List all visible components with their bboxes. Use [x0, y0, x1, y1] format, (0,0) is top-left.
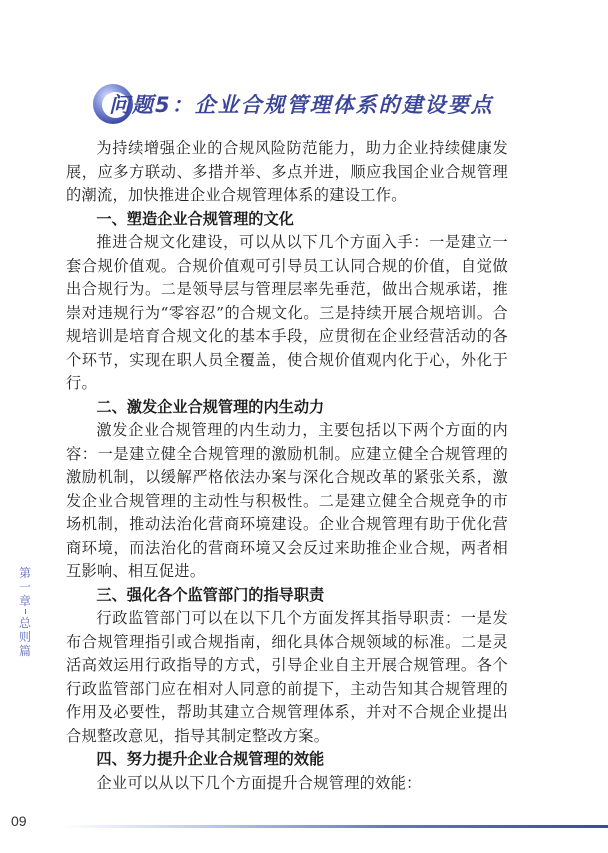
page-number: 09: [11, 813, 27, 829]
section-heading-1: 一、塑造企业合规管理的文化: [96, 209, 294, 228]
document-body: [66, 137, 508, 795]
chapter-section-label: 总则篇: [18, 616, 31, 658]
section-heading-4: 四、努力提升企业合规管理的效能: [96, 750, 325, 768]
section-body-3: 行政监管部门可以在以下几个方面发挥其指导职责：一是发布合规管理指引或合规指南，细化具体合规领域的标准。二是灵活高效运用行政指导的方式，引导企业自主开展合规管理。各个行政监管部门应在相对人同意的前提下，主动告知其合规管理的作用及必要性，帮助其建立合规管理体系，并对不合规企业提出合规整改意见，指导其制定整改方案。: [66, 609, 508, 745]
title-banner: [93, 84, 533, 124]
section-body-4: 企业可以从以下几个方面提升合规管理的效能：: [96, 773, 422, 792]
side-divider: [25, 609, 26, 614]
chapter-side-label: [17, 566, 33, 658]
footer-bar: [62, 825, 608, 828]
section-body-2: 激发企业合规管理的内生动力，主要包括以下两个方面的内容：一是建立健全合规管理的激励机制。应建立健全合规管理的激励机制，以缓解严格依法办案与深化合规改革的紧张关系，激发企业合规管理的主动性与积极性。二是建立健全合规竞争的市场机制，推动法治化营商环境建设。企业合规管理有助于优化营商环境，而法治化的营商环境又会反过来助推企业合规，两者相互影响、相互促进。: [66, 421, 508, 580]
section-body-1: 推进合规文化建设，可以从以下几个方面入手：一是建立一套合规价值观。合规价值观可引导员工认同合规的价值，自觉做出合规行为。二是领导层与管理层率先垂范，做出合规承诺，推崇对违规行为“零容忍”的合规文化。三是持续开展合规培训。合规培训是培育合规文化的基本手段，应贯彻在企业经营活动的各个环节，实现在职人员全覆盖，使合规价值观内化于心，外化于行。: [66, 233, 508, 392]
section-heading-2: 二、激发企业合规管理的内生动力: [96, 397, 325, 416]
intro-paragraph: 为持续增强企业的合规风险防范能力，助力企业持续健康发展，应多方联动、多措并举、多点并进，顺应我国企业合规管理的潮流，加快推进企业合规管理体系的建设工作。: [66, 139, 508, 204]
chapter-label: 第一章: [18, 566, 31, 608]
page-title: 问题5：企业合规管理体系的建设要点: [109, 93, 494, 117]
section-heading-3: 三、强化各个监管部门的指导职责: [96, 585, 325, 604]
